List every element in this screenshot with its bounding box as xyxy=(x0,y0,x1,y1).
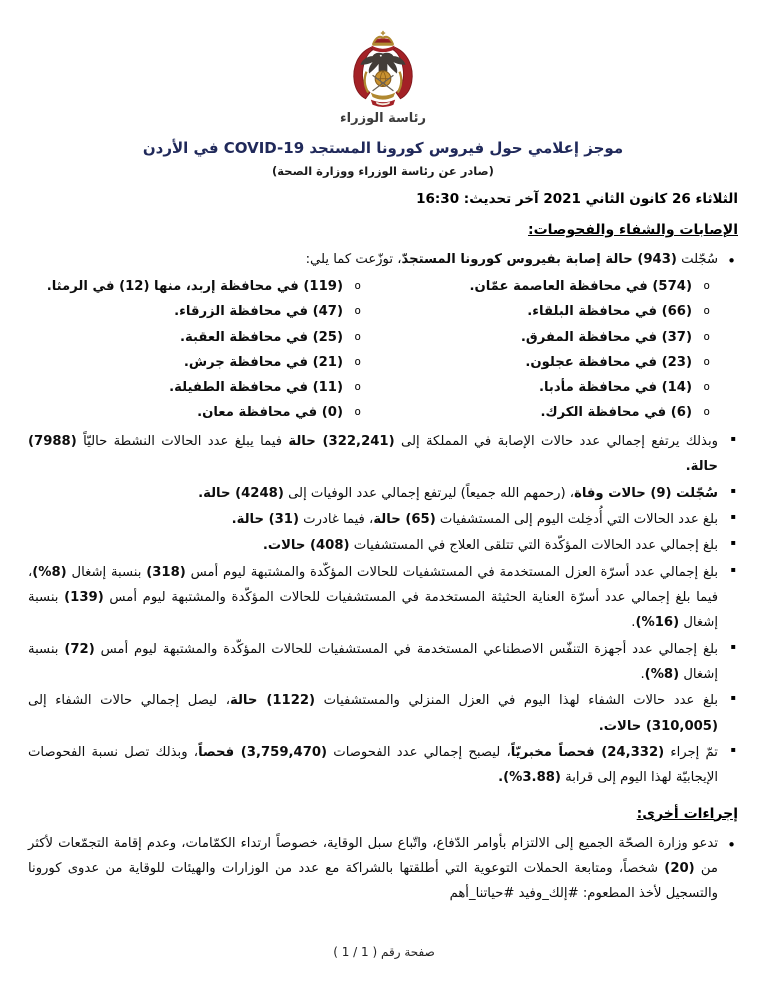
section-heading-cases: الإصابات والشفاء والفحوصات: xyxy=(528,222,738,238)
emblem-caption: رئاسة الوزراء xyxy=(340,111,426,126)
governorate-item: o (47) في محافظة الزرقاء. xyxy=(28,299,365,324)
bullet-item: ▪ بلغ إجمالي عدد الحالات المؤكّدة التي تتلقى العلاج في المستشفيات (408) حالات. xyxy=(28,533,738,558)
other-bullet-list xyxy=(28,831,738,907)
section-heading-other: إجراءات أخرى: xyxy=(636,805,738,822)
page-title: موجز إعلامي حول فيروس كورونا المستجد COVID-19 في الأردن xyxy=(142,139,624,157)
intro-bullet-list xyxy=(28,247,738,272)
document-header xyxy=(28,30,738,178)
date-line: الثلاثاء 26 كانون الثاني 2021 آخر تحديث: 16:30 xyxy=(416,191,738,207)
governorate-item: o (6) في محافظة الكرك. xyxy=(377,400,714,425)
governorate-item: o (14) في محافظة مأدبا. xyxy=(377,375,714,400)
cases-bullet-list xyxy=(28,429,738,791)
bullet-item: ▪ بلغ إجمالي عدد أسرّة العزل المستخدمة في المستشفيات للحالات المؤكّدة والمشتبهة ليوم أمس (318) بنسبة إشغال (%8)، فيما بلغ إجمالي عدد أسرّة العناية الحثيثة المستخدمة في المستشفيات للحالات المؤكّدة والمشتبهة ليوم أمس (139) بنسبة إشغال (%16). xyxy=(28,560,738,636)
governorate-item: o (0) في محافظة معان. xyxy=(28,400,365,425)
governorate-item: o (37) في محافظة المفرق. xyxy=(377,325,714,350)
governorates-column-right xyxy=(377,274,714,424)
governorate-item: o (23) في محافظة عجلون. xyxy=(377,350,714,375)
governorate-item: o (119) في محافظة إربد، منها (12) في الرمثا. xyxy=(28,274,365,299)
jordan-coat-of-arms-icon xyxy=(339,30,427,110)
bullet-item: ▪ وبذلك يرتفع إجمالي عدد حالات الإصابة في المملكة إلى (322,241) حالة فيما يبلغ عدد الحالات النشطة حاليّاً (7988) حالة. xyxy=(28,429,738,480)
bullet-item: ▪ تمّ إجراء (24,332) فحصاً مخبريّاً، ليصبح إجمالي عدد الفحوصات (3,759,470) فحصاً، وبذلك تصل نسبة الفحوصات الإيجابيّة لهذا اليوم إلى قرابة (%3.88). xyxy=(28,740,738,791)
document-subtitle: (صادر عن رئاسة الوزراء ووزارة الصحة) xyxy=(272,164,494,178)
bullet-item: ▪ بلغ عدد الحالات التي أُدخِلت اليوم إلى المستشفيات (65) حالة، فيما غادرت (31) حالة. xyxy=(28,507,738,532)
bullet-item: ▪ بلغ إجمالي عدد أجهزة التنفّس الاصطناعي المستخدمة في المستشفيات للحالات المؤكّدة والمشتبهة ليوم أمس (72) بنسبة إشغال (%8). xyxy=(28,637,738,688)
governorates-column-left xyxy=(28,274,365,424)
bullet-item: ▪ سُجّلت (9) حالات وفاة، (رحمهم الله جميعاً) ليرتفع إجمالي عدد الوفيات إلى (4248) حالة. xyxy=(28,481,738,506)
bullet-item: ▪ بلغ عدد حالات الشفاء لهذا اليوم في العزل المنزلي والمستشفيات (1122) حالة، ليصل إجمالي حالات الشفاء إلى (310,005) حالات. xyxy=(28,688,738,739)
governorate-item: o (574) في محافظة العاصمة عمّان. xyxy=(377,274,714,299)
governorates-columns xyxy=(28,274,738,424)
governorate-item: o (11) في محافظة الطفيلة. xyxy=(28,375,365,400)
bullet-item: • سُجّلت (943) حالة إصابة بفيروس كورونا المستجدّ، توزّعت كما يلي: xyxy=(28,247,738,272)
governorate-item: o (25) في محافظة العقبة. xyxy=(28,325,365,350)
governorate-item: o (21) في محافظة جرش. xyxy=(28,350,365,375)
bullet-item: • تدعو وزارة الصحّة الجميع إلى الالتزام بأوامر الدّفاع، واتّباع سبل الوقاية، خصوصاً ارتداء الكمّامات، وعدم إقامة التجمّعات لأكثر من (20) شخصاً، ومتابعة الحملات التوعوية التي أطلقتها بالشراكة مع عدد من الوزارات والهيئات للوقاية من عدوى كورونا والتسجيل لأخذ المطعوم: #إلك_وفيد #حياتنا_أهم xyxy=(28,831,738,907)
page-number: صفحة رقم ( 1 / 1 ) xyxy=(333,945,435,959)
governorate-item: o (66) في محافظة البلقاء. xyxy=(377,299,714,324)
